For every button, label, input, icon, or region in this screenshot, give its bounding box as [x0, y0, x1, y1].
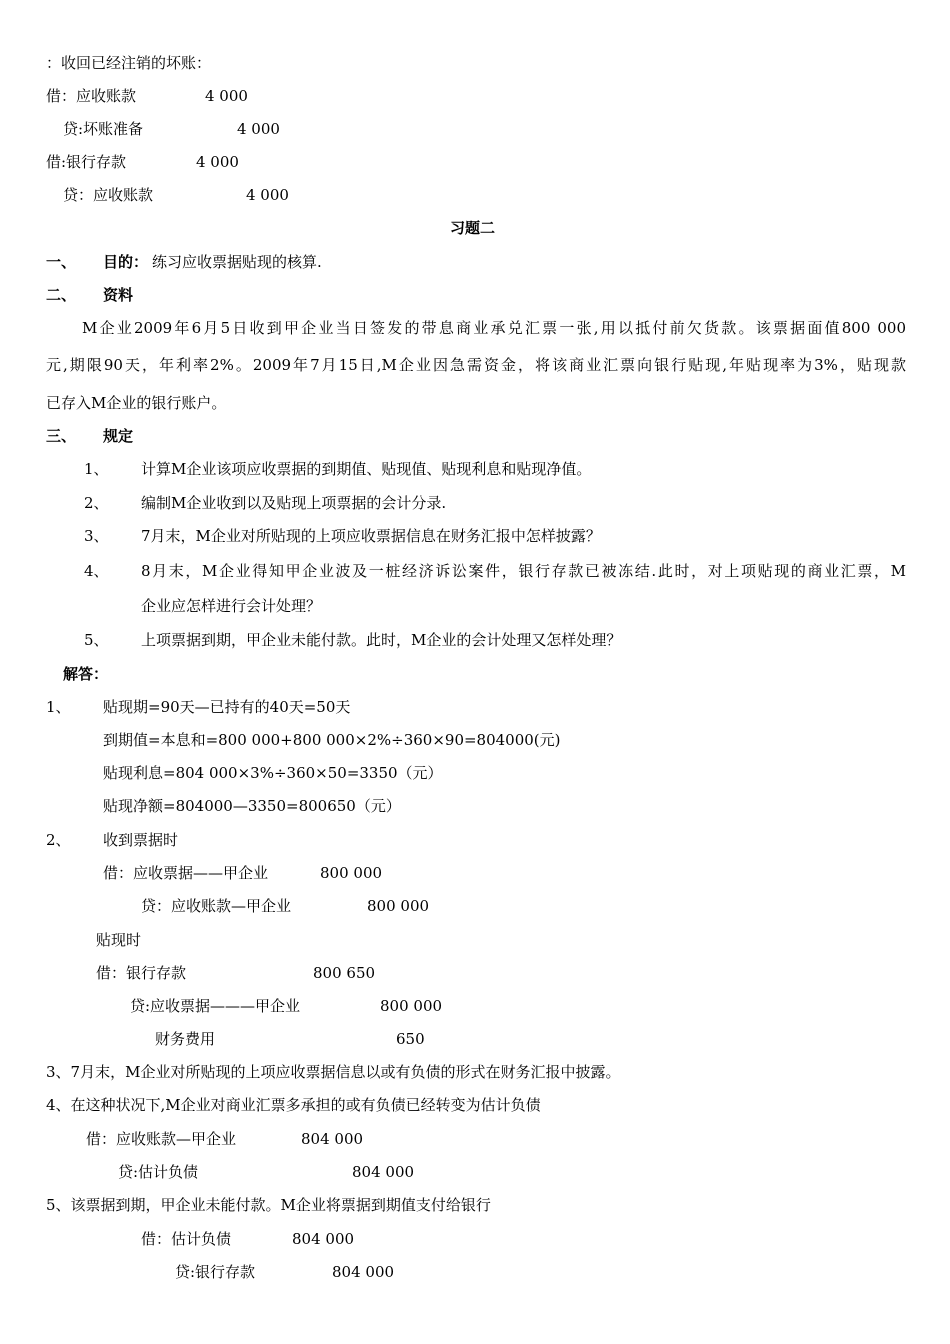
entry-label: 借：估计负债: [141, 1230, 232, 1248]
answer-line: 收到票据时: [103, 831, 179, 849]
section-number: 三、: [46, 427, 77, 445]
rule-text: 计算M企业该项应收票据的到期值、贴现值、贴现利息和贴现净值。: [141, 460, 592, 478]
entry-label: 贷:应收票据———甲企业: [130, 997, 301, 1015]
entry-amount: 4 000: [237, 120, 280, 138]
rule-number: 4、: [84, 562, 109, 580]
section-number: 二、: [46, 286, 77, 304]
entry-label: 贷:银行存款: [175, 1263, 256, 1281]
answer-line: 贴现利息=804 000×3%÷360×50=3350（元）: [103, 764, 443, 782]
answer-label: 解答：: [63, 665, 109, 683]
rule-text: 8月末，M企业得知甲企业波及一桩经济诉讼案件，银行存款已被冻结.此时，对上项贴现的商业汇票，M: [141, 562, 906, 580]
exercise-title: 习题二: [450, 219, 496, 237]
entry-amount: 800 000: [320, 864, 383, 882]
entry-label: 借：银行存款: [96, 964, 187, 982]
entry-label: 借：应收票据——甲企业: [103, 864, 269, 882]
entry-label: 贷：应收账款—甲企业: [141, 897, 292, 915]
entry-label: 借：应收账款—甲企业: [86, 1130, 237, 1148]
answer-number: 2、: [46, 831, 71, 849]
rule-number: 1、: [84, 460, 109, 478]
rule-number: 3、: [84, 527, 109, 545]
answer-line: 4、在这种状况下,M企业对商业汇票多承担的或有负债已经转变为估计负债: [46, 1096, 541, 1114]
rule-text: 7月末，M企业对所贴现的上项应收票据信息在财务汇报中怎样披露？: [141, 527, 601, 545]
entry-amount: 4 000: [196, 153, 239, 171]
goal-text: 练习应收票据贴现的核算.: [152, 253, 322, 271]
entry-amount: 4 000: [246, 186, 289, 204]
answer-line: 5、该票据到期，甲企业未能付款。M企业将票据到期值支付给银行: [46, 1196, 491, 1214]
answer-subheading: 贴现时: [96, 931, 142, 949]
entry-label: 财务费用: [155, 1030, 216, 1048]
entry-amount: 800 000: [367, 897, 430, 915]
rule-text-continued: 企业应怎样进行会计处理？: [141, 597, 322, 615]
answer-number: 1、: [46, 698, 71, 716]
section-label: 资料: [103, 286, 134, 304]
entry-amount: 650: [396, 1030, 425, 1048]
entry-label: 借:银行存款: [46, 153, 127, 171]
section-label: 规定: [103, 427, 134, 445]
answer-line: 到期值=本息和=800 000+800 000×2%÷360×90=804000(元): [103, 731, 561, 749]
section-label: 目的：: [103, 253, 149, 271]
rule-number: 2、: [84, 494, 109, 512]
answer-line: 贴现净额=804000—3350=800650（元）: [103, 797, 401, 815]
entry-label: 贷:估计负债: [118, 1163, 199, 1181]
entry-label: 借：应收账款: [46, 87, 137, 105]
entry-label: 贷:坏账准备: [63, 120, 144, 138]
entry-amount: 4 000: [205, 87, 248, 105]
entry-amount: 800 650: [313, 964, 376, 982]
entry-amount: 804 000: [301, 1130, 364, 1148]
answer-line: 3、7月末，M企业对所贴现的上项应收票据信息以或有负债的形式在财务汇报中披露。: [46, 1063, 621, 1081]
material-paragraph-line: 已存入M企业的银行账户。: [46, 394, 227, 412]
entry-amount: 804 000: [352, 1163, 415, 1181]
section-number: 一、: [46, 253, 77, 271]
rule-number: 5、: [84, 631, 109, 649]
entry-amount: 804 000: [332, 1263, 395, 1281]
rule-text: 编制M企业收到以及贴现上项票据的会计分录.: [141, 494, 447, 512]
material-paragraph-line: 元,期限90天，年利率2%。2009年7月15日,M企业因急需资金，将该商业汇票向银行贴现,年贴现率为3%，贴现款: [46, 356, 906, 374]
rule-text: 上项票据到期，甲企业未能付款。此时，M企业的会计处理又怎样处理？: [141, 631, 622, 649]
material-paragraph-line: M企业2009年6月5日收到甲企业当日签发的带息商业承兑汇票一张,用以抵付前欠货款。该票据面值800 000: [82, 319, 906, 337]
intro-heading: ：收回已经注销的坏账：: [46, 54, 212, 72]
entry-amount: 800 000: [380, 997, 443, 1015]
answer-line: 贴现期=90天—已持有的40天=50天: [103, 698, 351, 716]
entry-label: 贷：应收账款: [63, 186, 154, 204]
entry-amount: 804 000: [292, 1230, 355, 1248]
